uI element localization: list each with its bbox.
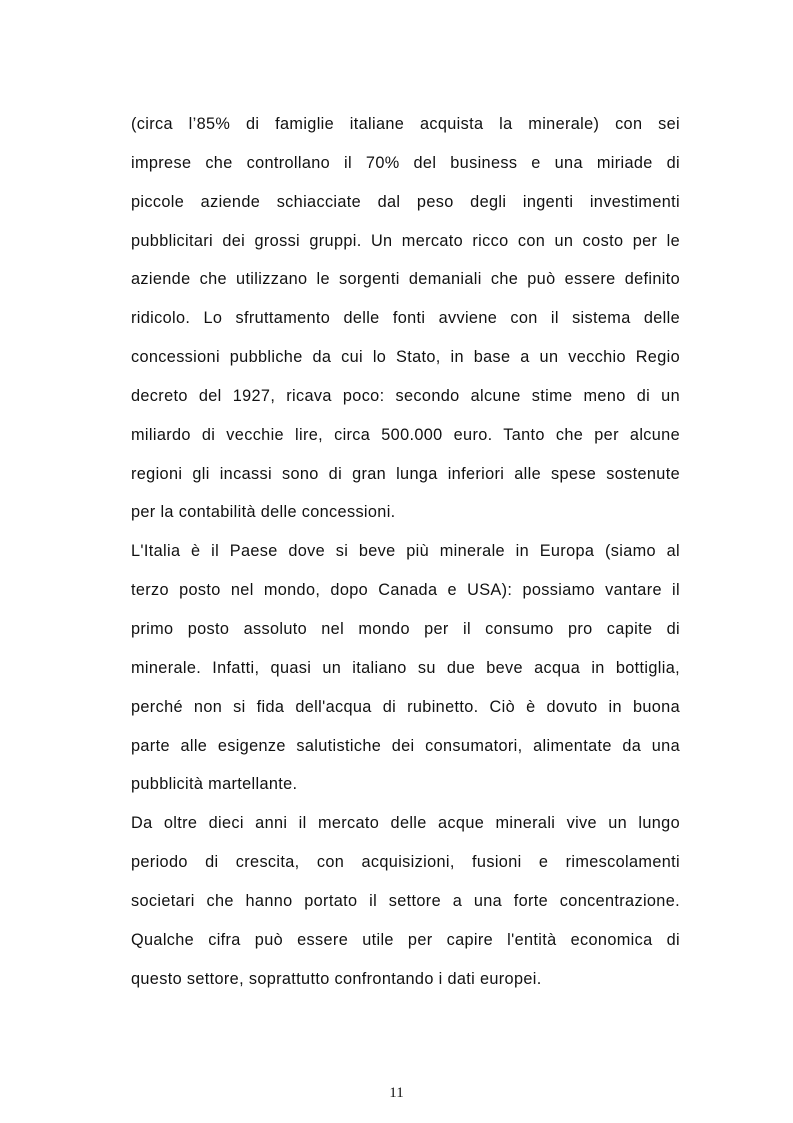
- paragraph-3-line-3: societari che hanno portato il settore a una forte concentrazione.: [131, 891, 680, 910]
- paragraph-2-line-7: pubblicità martellante.: [131, 775, 298, 794]
- paragraph-1-line-6: ridicolo. Lo sfruttamento delle fonti avviene con il sistema delle: [131, 309, 680, 328]
- paragraph-1-line-10: regioni gli incassi sono di gran lunga inferiori alle spese sostenute: [131, 464, 680, 483]
- paragraph-2-line-6: parte alle esigenze salutistiche dei consumatori, alimentate da una: [131, 736, 680, 755]
- paragraph-2-line-5: perché non si fida dell'acqua di rubinetto. Ciò è dovuto in buona: [131, 697, 680, 716]
- paragraph-3-line-5: questo settore, soprattutto confrontando i dati europei.: [131, 969, 542, 988]
- body-text: [131, 110, 680, 1003]
- paragraph-1-line-5: aziende che utilizzano le sorgenti demaniali che può essere definito: [131, 270, 680, 289]
- paragraph-1-line-7: concessioni pubbliche da cui lo Stato, in base a un vecchio Regio: [131, 348, 680, 367]
- paragraph-2-line-4: minerale. Infatti, quasi un italiano su due beve acqua in bottiglia,: [131, 658, 680, 677]
- paragraph-2-line-3: primo posto assoluto nel mondo per il consumo pro capite di: [131, 619, 680, 638]
- paragraph-1-line-3: piccole aziende schiacciate dal peso degli ingenti investimenti: [131, 192, 680, 211]
- page-number: 11: [389, 1085, 404, 1101]
- paragraph-1-line-8: decreto del 1927, ricava poco: secondo alcune stime meno di un: [131, 386, 680, 405]
- paragraph-1-line-9: miliardo di vecchie lire, circa 500.000 euro. Tanto che per alcune: [131, 425, 680, 444]
- paragraph-3-line-4: Qualche cifra può essere utile per capire l'entità economica di: [131, 930, 680, 949]
- paragraph-2-line-2: terzo posto nel mondo, dopo Canada e USA): possiamo vantare il: [131, 581, 680, 600]
- paragraph-1-line-1: (circa l’85% di famiglie italiane acquista la minerale) con sei: [131, 115, 680, 133]
- paragraph-3-line-2: periodo di crescita, con acquisizioni, fusioni e rimescolamenti: [131, 853, 680, 872]
- paragraph-2-line-1: L'Italia è il Paese dove si beve più minerale in Europa (siamo al: [131, 542, 680, 561]
- paragraph-1-line-4: pubblicitari dei grossi gruppi. Un mercato ricco con un costo per le: [131, 231, 680, 250]
- paragraph-1-line-11: per la contabilità delle concessioni.: [131, 503, 396, 522]
- paragraph-3-line-1: Da oltre dieci anni il mercato delle acque minerali vive un lungo: [131, 814, 680, 833]
- paragraph-1-line-2: imprese che controllano il 70% del business e una miriade di: [131, 153, 680, 172]
